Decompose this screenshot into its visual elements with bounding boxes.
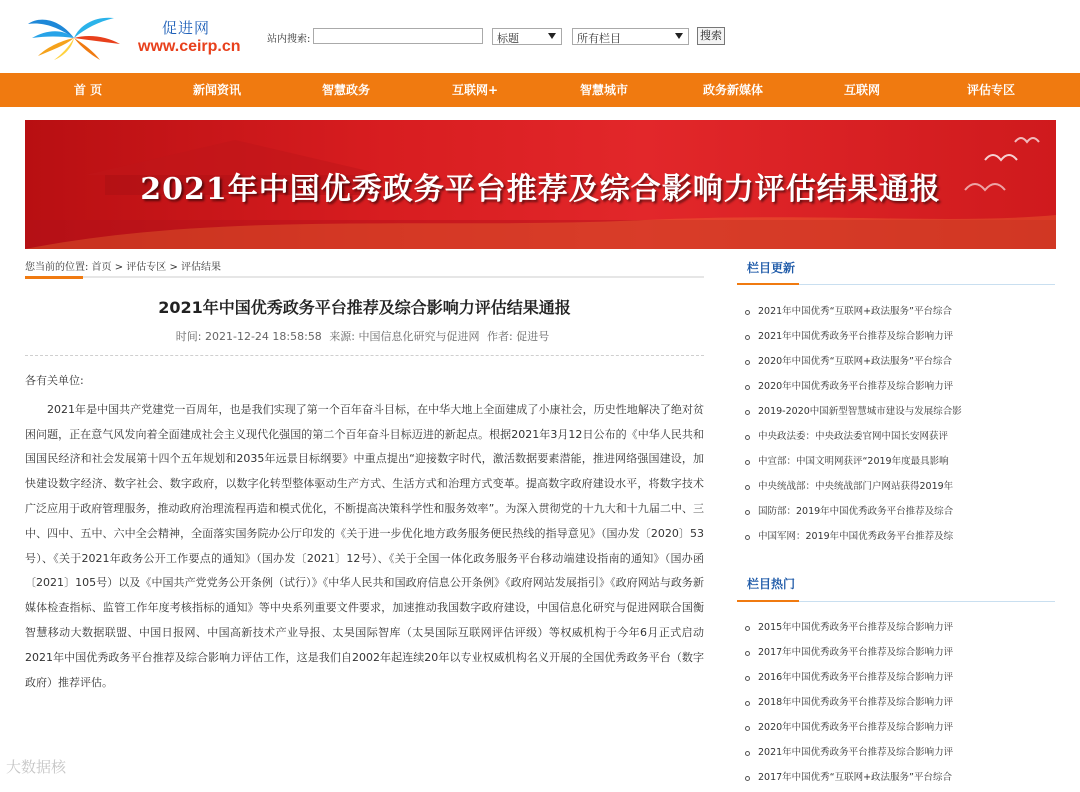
article-meta (25, 328, 704, 344)
chevron-down-icon (548, 33, 556, 39)
list-item[interactable] (745, 530, 962, 555)
site-logo-icon[interactable] (24, 10, 124, 62)
nav-item-internet[interactable]: 互联网 (843, 83, 880, 97)
list-item[interactable] (745, 505, 962, 530)
list-item-label: 2016年中国优秀政务平台推荐及综合影响力评 (758, 672, 954, 683)
bullet-icon (745, 651, 750, 656)
site-name[interactable]: 促进网 (162, 19, 211, 37)
site-header (0, 0, 1080, 72)
banner-title: 2021年中国优秀政务平台推荐及综合影响力评估结果通报 (140, 172, 941, 207)
bullet-icon (745, 701, 750, 706)
article-time: 时间: 2021-12-24 18:58:58 (175, 330, 322, 343)
list-item[interactable] (745, 480, 962, 505)
search-button[interactable]: 搜索 (697, 27, 725, 45)
list-item-label: 2020年中国优秀政务平台推荐及综合影响力评 (758, 722, 954, 733)
list-item-label: 2018年中国优秀政务平台推荐及综合影响力评 (758, 697, 954, 708)
bullet-icon (745, 385, 750, 390)
list-item[interactable] (745, 305, 962, 330)
bullet-icon (745, 776, 750, 781)
bullet-icon (745, 310, 750, 315)
article-title: 2021年中国优秀政务平台推荐及综合影响力评估结果通报 (158, 298, 571, 317)
list-item-label: 2021年中国优秀政务平台推荐及综合影响力评 (758, 331, 954, 342)
list-item-label: 2017年中国优秀“互联网+政法服务”平台综合 (758, 772, 952, 783)
bullet-icon (745, 410, 750, 415)
list-item[interactable] (745, 646, 953, 671)
nav-item-news[interactable]: 新闻资讯 (192, 83, 241, 97)
list-item[interactable] (745, 355, 962, 380)
search-input[interactable] (313, 28, 483, 44)
list-item-label: 中央统战部：中央统战部门户网站获得2019年 (758, 481, 954, 492)
article-paragraph: 2021年是中国共产党建党一百周年，也是我们实现了第一个百年奋斗目标，在中华大地上全面建成了小康社会，历史性地解决了绝对贫困问题，正在意气风发向着全面建成社会主义现代化强国的第二个百年奋斗目标迈进的新起点。根据2021年3月12日公布的《中华人民共和国国民经济和社会发展第十四个五年规划和2035年远景目标纲要》中重点提出“迎接数字时代，激活数据要素潜能，推进网络强国建设，加快建设数字经济、数字社会、数字政府，以数字化转型整体驱动生产方式、生活方式和治理方式变革。提高数字政府建设水平，将数字技术广泛应用于政府管理服务，推动政府治理流程再造和模式优化，不断提高决策科学性和服务效率”。为深入贯彻党的十九大和十九届二中、三中、四中、五中、六中全会精神，全面落实国务院办公厅印发的《关于进一步优化地方政务服务便民热线的指导意见》（国办发〔2020〕53号）、《关于2021年政务公开工作要点的通知》（国办发〔2021〕12号）、《关于全国一体化政务服务平台移动端建设指南的通知》（国办函〔2021〕105号）以及《中国共产党党务公开条例（试行）》《中华人民共和国政府信息公开条例》《政府网站发展指引》《政府网站与政务新媒体检查指标、监管工作年度考核指标的通知》等中央系列重要文件要求，加速推动我国数字政府建设，中国信息化研究与促进网联合国衡智慧移动大数据联盟、中国日报网、中国高新技术产业导报、太昊国际智库（太昊国际互联网评估评级）等权威机构于今年6月正式启动2021年中国优秀政务平台推荐及综合影响力评估工作，这是我们自2002年起连续20年以专业权威机构名义开展的全国优秀政务平台（数字政府）推荐评估。 (25, 402, 704, 689)
sidebar-hot-title: 栏目热门 (747, 577, 796, 591)
list-item[interactable] (745, 380, 962, 405)
list-item-label: 2021年中国优秀政务平台推荐及综合影响力评 (758, 747, 954, 758)
sidebar-updates-title: 栏目更新 (747, 261, 796, 275)
search-field-select-value: 标题 (497, 32, 519, 45)
site-url[interactable]: www.ceirp.cn (138, 38, 241, 55)
bullet-icon (745, 435, 750, 440)
bullet-icon (745, 335, 750, 340)
bullet-icon (745, 535, 750, 540)
bullet-icon (745, 360, 750, 365)
list-item-label: 中央政法委：中央政法委官网中国长安网获评 (758, 431, 949, 442)
nav-item-home[interactable]: 首 页 (73, 83, 103, 97)
list-item[interactable] (745, 330, 962, 355)
bullet-icon (745, 676, 750, 681)
banner (25, 120, 1056, 249)
list-item-label: 中国军网：2019年中国优秀政务平台推荐及综 (758, 531, 954, 542)
sidebar-updates-accent (737, 283, 799, 285)
bullet-icon (745, 460, 750, 465)
list-item-label: 中宣部：中国文明网获评“2019年度最具影响 (758, 456, 949, 467)
bullet-icon (745, 751, 750, 756)
search-field-select[interactable] (492, 28, 562, 45)
breadcrumb-accent (25, 276, 83, 279)
main-nav (0, 73, 1080, 107)
list-item-label: 2020年中国优秀政务平台推荐及综合影响力评 (758, 381, 954, 392)
list-item[interactable] (745, 696, 953, 721)
search-column-select[interactable] (572, 28, 689, 45)
article-body (25, 369, 704, 695)
bullet-icon (745, 726, 750, 731)
nav-item-gov-new-media[interactable]: 政务新媒体 (702, 83, 763, 97)
search-label: 站内搜索: (267, 34, 311, 45)
bullet-icon (745, 626, 750, 631)
chevron-down-icon (675, 33, 683, 39)
list-item-label: 2020年中国优秀“互联网+政法服务”平台综合 (758, 356, 952, 367)
list-item-label: 2017年中国优秀政务平台推荐及综合影响力评 (758, 647, 954, 658)
article-author: 作者: 促进号 (487, 330, 550, 343)
list-item-label: 2021年中国优秀“互联网+政法服务”平台综合 (758, 306, 952, 317)
list-item[interactable] (745, 430, 962, 455)
list-item-label: 2019-2020中国新型智慧城市建设与发展综合影 (758, 406, 962, 417)
bullet-icon (745, 510, 750, 515)
watermark: 大数据核 (6, 758, 67, 776)
sidebar-updates-list (745, 305, 962, 555)
nav-item-evaluation[interactable]: 评估专区 (966, 83, 1015, 97)
list-item[interactable] (745, 721, 953, 746)
list-item[interactable] (745, 405, 962, 430)
list-item[interactable] (745, 746, 953, 771)
nav-item-smart-gov[interactable]: 智慧政务 (321, 83, 370, 97)
article-source: 来源: 中国信息化研究与促进网 (329, 330, 480, 343)
article-greeting: 各有关单位: (25, 374, 84, 387)
list-item-label: 2015年中国优秀政务平台推荐及综合影响力评 (758, 622, 954, 633)
nav-item-internet-plus[interactable]: 互联网+ (451, 83, 499, 97)
article-divider (25, 355, 704, 356)
bullet-icon (745, 485, 750, 490)
nav-item-smart-city[interactable]: 智慧城市 (579, 83, 628, 97)
breadcrumb[interactable]: 您当前的位置: 首页 > 评估专区 > 评估结果 (25, 262, 222, 273)
breadcrumb-divider (25, 276, 704, 278)
list-item[interactable] (745, 621, 953, 646)
list-item[interactable] (745, 771, 953, 792)
sidebar-hot-list (745, 621, 953, 792)
list-item[interactable] (745, 455, 962, 480)
search-column-select-value: 所有栏目 (577, 32, 621, 45)
sidebar-hot-accent (737, 600, 799, 602)
list-item[interactable] (745, 671, 953, 696)
list-item-label: 国防部：2019年中国优秀政务平台推荐及综合 (758, 506, 954, 517)
